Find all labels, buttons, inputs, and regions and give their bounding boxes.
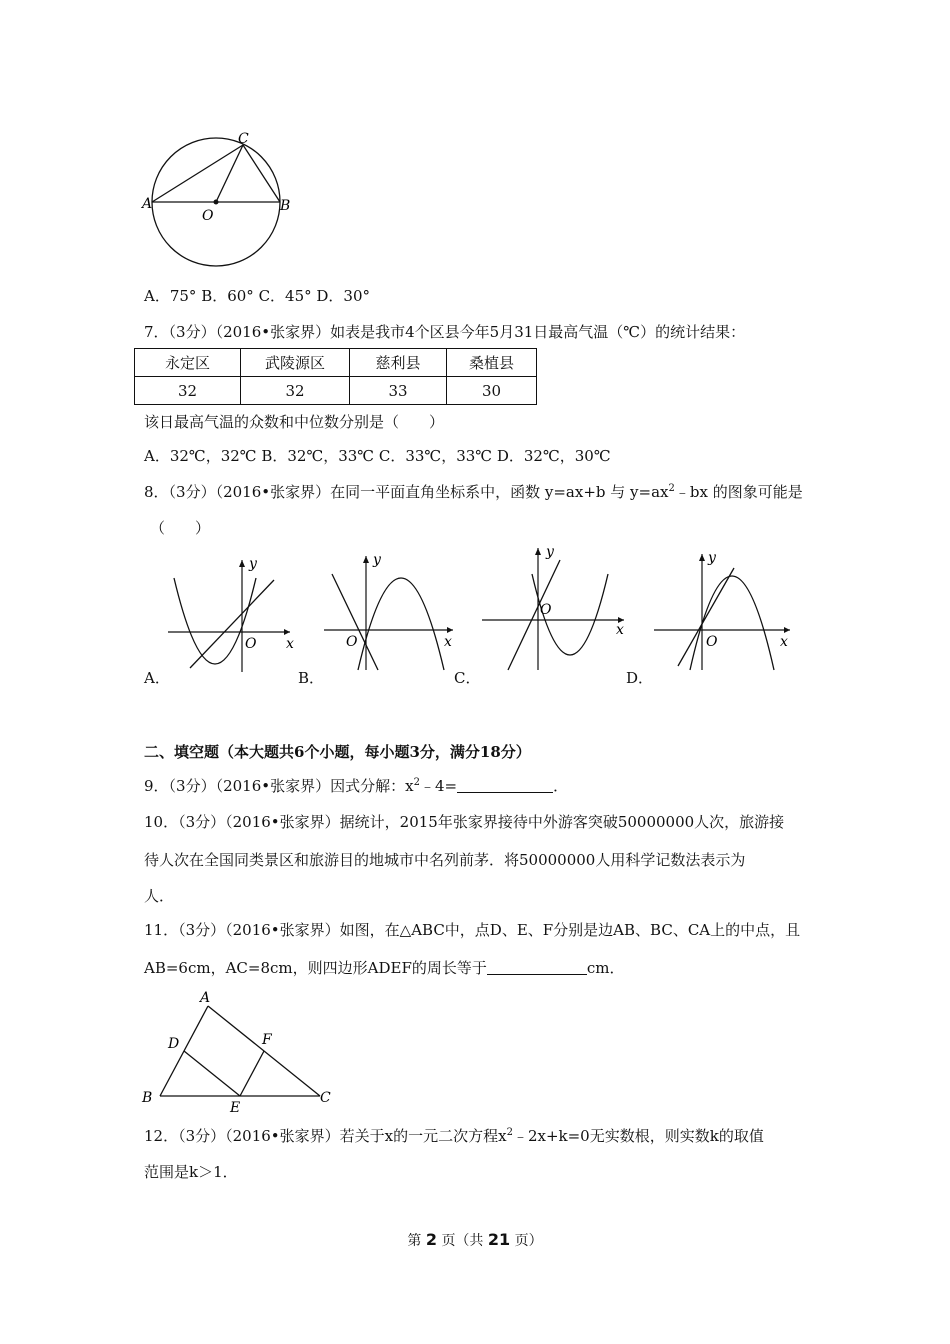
q10-line2: 待人次在全国同类景区和旅游目的地城市中名列前茅．将50000000人用科学记数法表示为 — [144, 851, 746, 869]
label-a: A — [200, 990, 211, 1006]
q9-suffix: ． — [553, 777, 569, 795]
line — [190, 580, 274, 668]
graph-a — [160, 550, 300, 680]
label-y: y — [373, 552, 381, 568]
label-b: B — [142, 1090, 153, 1106]
line — [508, 560, 560, 670]
x-arrow — [784, 627, 790, 633]
table-header-cell: 桑植县 — [447, 349, 537, 377]
q10-line1: 10．（3分）（2016•张家界）据统计，2015年张家界接待中外游客突破50000000人次，旅游接 — [144, 813, 785, 831]
label-o: O — [706, 634, 718, 650]
parabola — [174, 578, 256, 664]
table-cell: 32 — [241, 377, 350, 405]
q12-sup: 2 — [506, 1127, 513, 1138]
circle-triangle-figure — [138, 128, 298, 268]
label-x: x — [286, 636, 294, 652]
footer-total: 21 — [487, 1230, 511, 1249]
q7-stem: 7．（3分）（2016•张家界）如表是我市4个区县今年5月31日最高气温（℃）的统计结果： — [144, 323, 746, 341]
table-value-row — [135, 377, 537, 405]
y-arrow — [535, 548, 541, 555]
table-cell: 33 — [350, 377, 447, 405]
temperature-table — [134, 348, 537, 405]
q8-stem — [144, 482, 803, 502]
label-d: D — [168, 1036, 180, 1052]
label-y: y — [546, 544, 554, 560]
y-arrow — [239, 560, 245, 567]
table-cell: 30 — [447, 377, 537, 405]
label-o: O — [202, 208, 214, 224]
section-title: 二、填空题（本大题共6个小题，每小题3分，满分18分） — [144, 743, 531, 761]
option-b-label: B． — [298, 669, 325, 687]
option-c-label: C． — [454, 669, 481, 687]
line — [678, 568, 734, 666]
table-cell: 32 — [135, 377, 241, 405]
footer-mid: 页（共 — [441, 1233, 484, 1249]
label-c: C — [238, 131, 249, 147]
q10-line3: 人． — [144, 887, 175, 905]
label-o: O — [245, 636, 257, 652]
x-arrow — [447, 627, 453, 633]
label-e: E — [230, 1100, 241, 1116]
y-arrow — [699, 554, 705, 561]
option-d-label: D． — [626, 669, 654, 687]
q7-question: 该日最高气温的众数和中位数分别是（ ） — [144, 413, 445, 431]
label-x: x — [780, 634, 788, 650]
graph-c — [478, 540, 628, 675]
segment-ef — [240, 1051, 264, 1096]
center-dot — [214, 200, 219, 205]
q6-options: A．75° B．60° C．45° D．30° — [144, 287, 371, 305]
footer-suffix: 页） — [514, 1233, 543, 1249]
q9-mid: ﹣4= — [419, 777, 458, 795]
label-o: O — [540, 602, 552, 618]
q8-stem-b: ﹣bx 的图象可能是 — [674, 483, 803, 501]
q9 — [144, 776, 568, 796]
label-o: O — [346, 634, 358, 650]
footer-page: 2 — [425, 1230, 437, 1249]
q9-sup: 2 — [413, 777, 420, 788]
q12-suffix: ﹣2x+k=0无实数根，则实数k的取值 — [512, 1127, 764, 1145]
footer-prefix: 第 — [407, 1233, 422, 1249]
q9-prefix: 9．（3分）（2016•张家界）因式分解：x — [144, 777, 414, 795]
label-y: y — [708, 550, 716, 566]
q11-line2-prefix: AB=6cm，AC=8cm，则四边形ADEF的周长等于 — [144, 959, 487, 977]
label-f: F — [262, 1032, 272, 1048]
x-arrow — [284, 629, 290, 635]
table-header-cell: 永定区 — [135, 349, 241, 377]
label-x: x — [616, 622, 624, 638]
label-b: B — [280, 198, 291, 214]
table-header-row — [135, 349, 537, 377]
label-x: x — [444, 634, 452, 650]
q11-line2-suffix: cm． — [586, 959, 625, 977]
graph-b — [318, 546, 463, 676]
q12-line1 — [144, 1126, 764, 1146]
q11-line1: 11．（3分）（2016•张家界）如图，在△ABC中，点D、E、F分别是边AB、BC、CA上的中点，且 — [144, 921, 801, 939]
segment-bc — [243, 145, 280, 202]
q12-line2: 范围是k＞1． — [144, 1163, 238, 1181]
label-y: y — [249, 556, 257, 572]
q7-options: A．32℃，32℃ B．32℃，33℃ C．33℃，33℃ D．32℃，30℃ — [144, 447, 611, 465]
triangle-figure — [136, 986, 336, 1116]
q11-line2 — [144, 958, 624, 978]
label-a: A — [142, 196, 153, 212]
page-footer — [0, 1230, 950, 1251]
graph-d — [650, 546, 795, 676]
q8-stem-a: 8．（3分）（2016•张家界）在同一平面直角坐标系中，函数 y=ax+b 与 y=ax — [144, 483, 669, 501]
y-arrow — [363, 556, 369, 563]
label-c: C — [320, 1090, 331, 1106]
q8-sup: 2 — [668, 483, 675, 494]
table-header-cell: 武陵源区 — [241, 349, 350, 377]
option-a-label: A． — [144, 669, 170, 687]
table-header-cell: 慈利县 — [350, 349, 447, 377]
segment-de — [184, 1051, 240, 1096]
q11-answer-blank — [487, 960, 587, 975]
q8-paren: （ ） — [150, 519, 211, 537]
q9-answer-blank — [457, 778, 553, 793]
q12-prefix: 12．（3分）（2016•张家界）若关于x的一元二次方程x — [144, 1127, 507, 1145]
